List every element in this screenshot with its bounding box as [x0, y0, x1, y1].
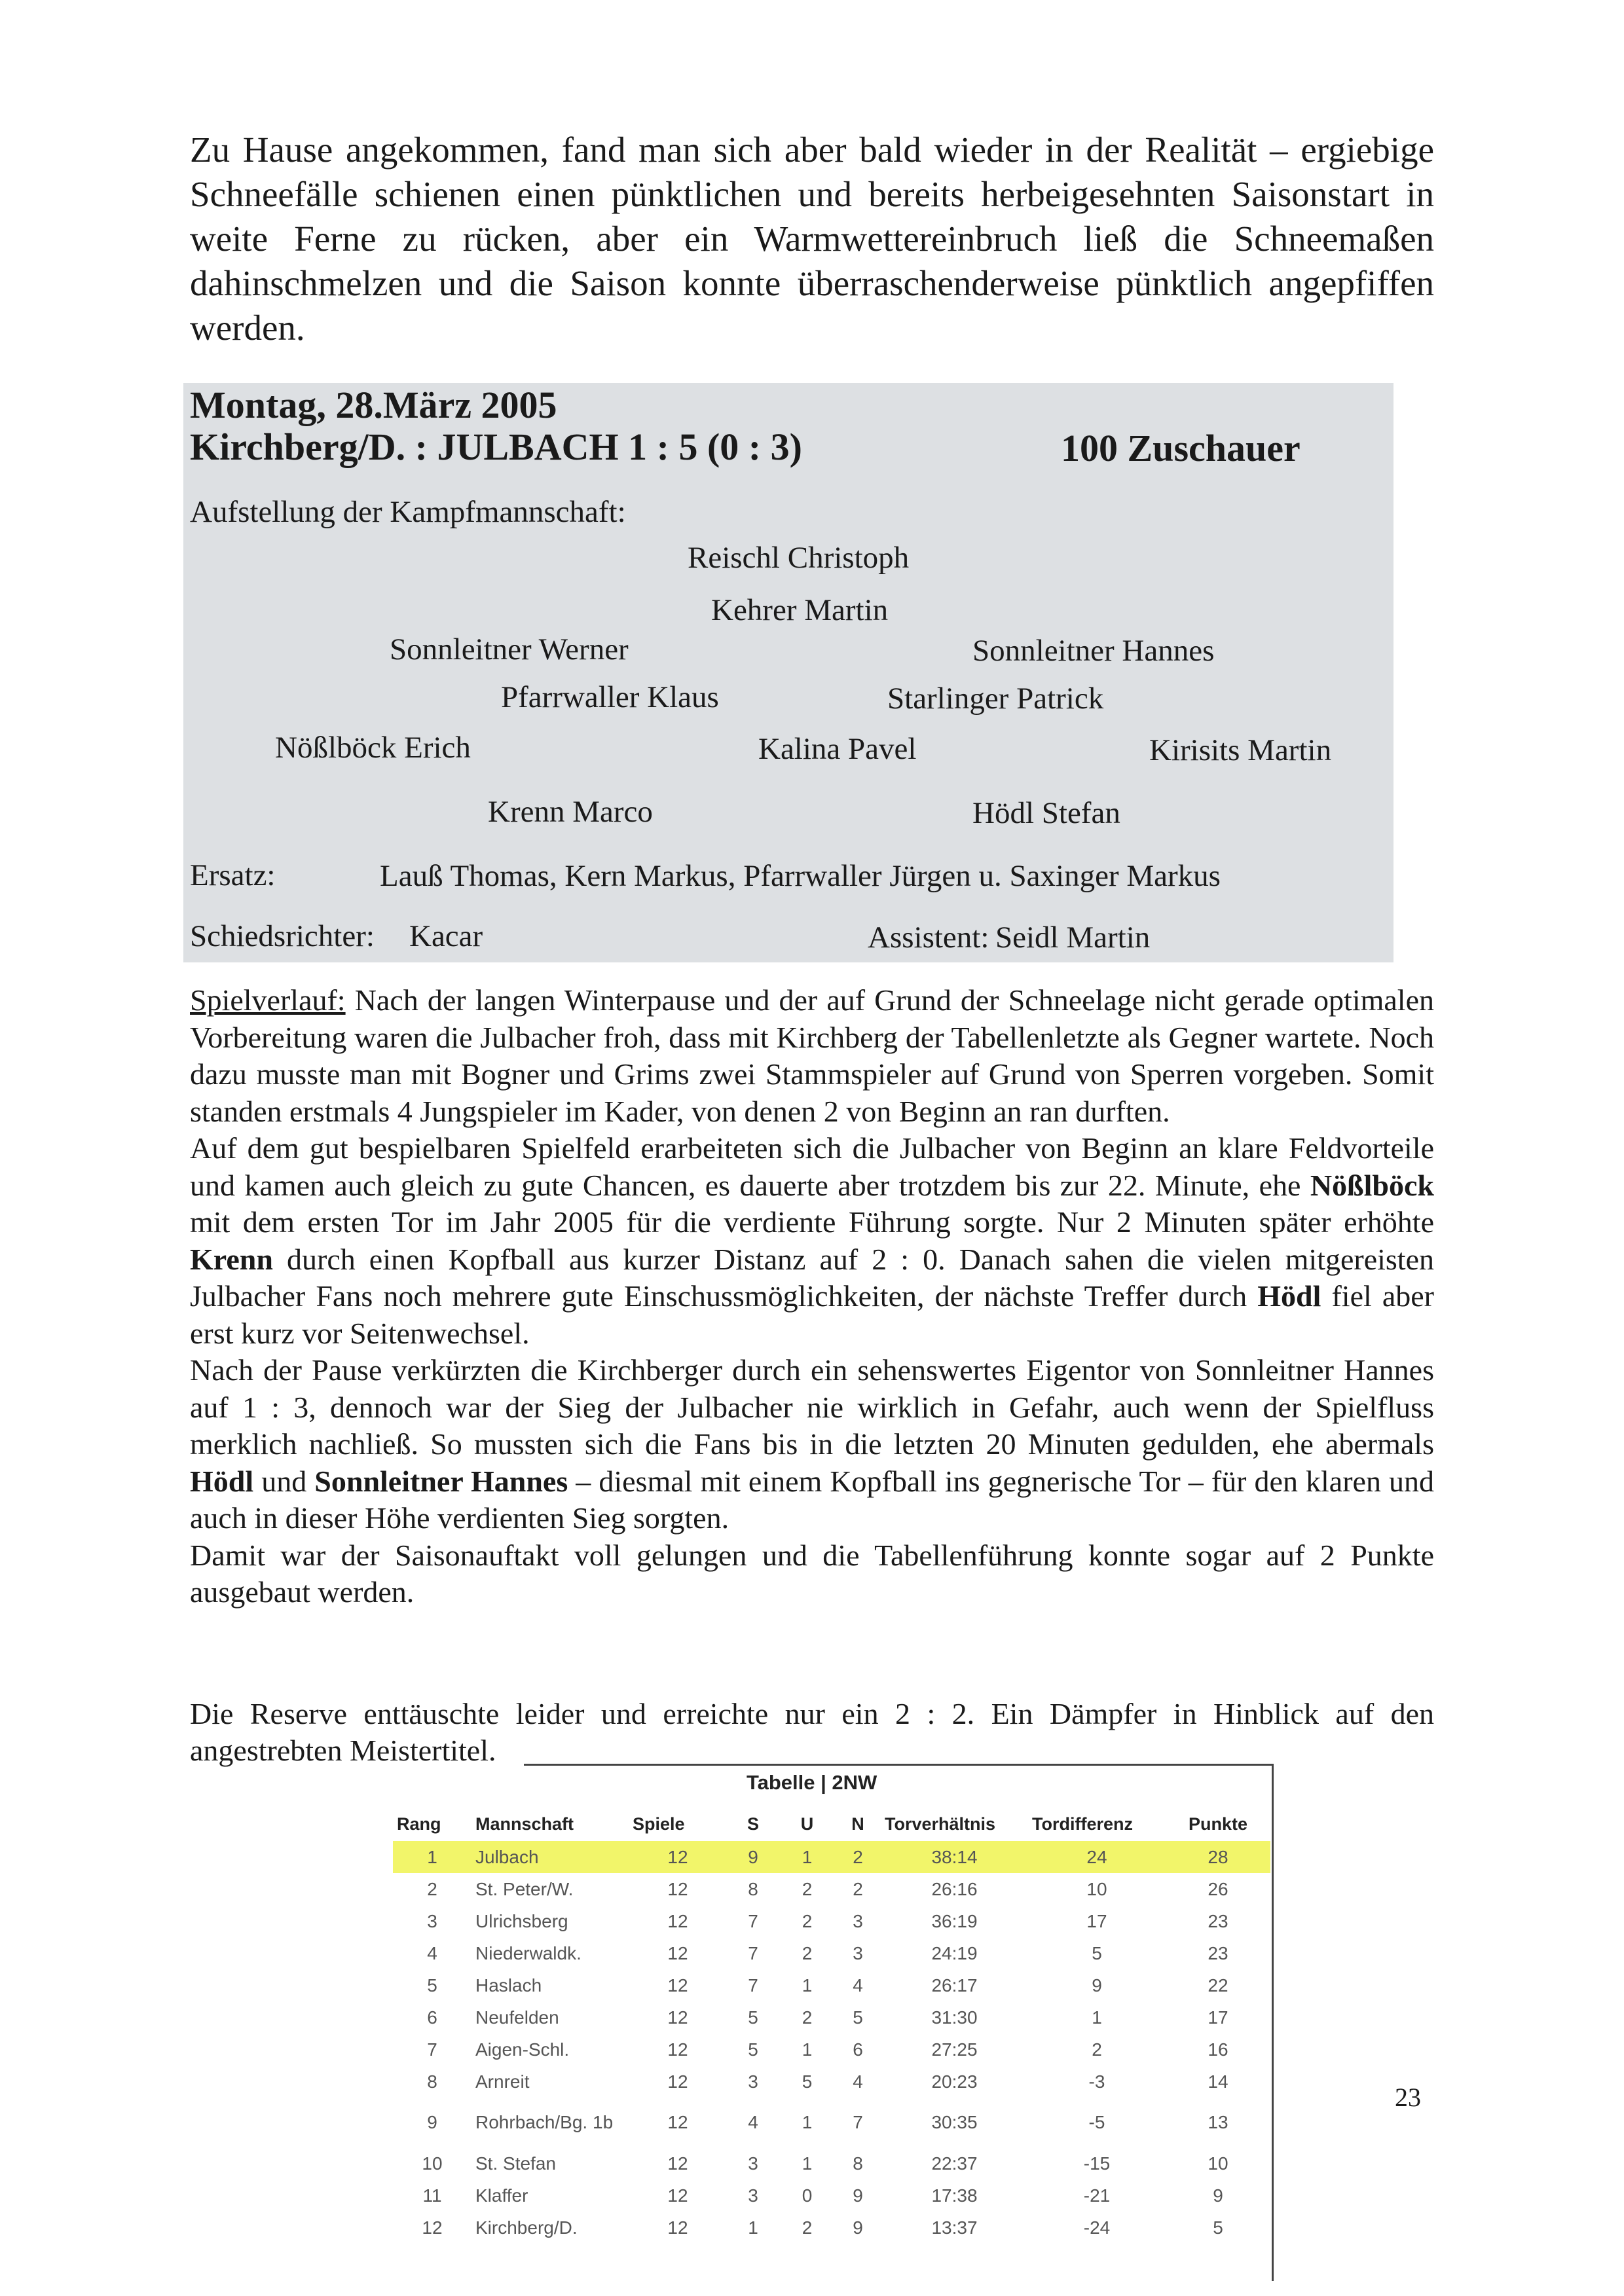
- scorer-name: Sonnleitner Hannes: [314, 1464, 568, 1498]
- player-center: Kalina Pavel: [758, 732, 917, 766]
- cell-draws: 1: [779, 1841, 835, 1873]
- cell-points: 9: [1213, 2185, 1223, 2206]
- cell-points: 23: [1208, 1910, 1228, 1931]
- cell-draws: 2: [802, 1878, 813, 1899]
- cell-team: Ulrichsberg: [475, 1910, 568, 1931]
- player-sweeper: Kehrer Martin: [711, 593, 889, 627]
- cell-draws: 0: [802, 2185, 813, 2206]
- player-defender-right: Sonnleitner Hannes: [972, 634, 1215, 668]
- cell-losses: 7: [853, 2112, 863, 2132]
- cell-wins: 3: [748, 2185, 758, 2206]
- cell-team: Niederwaldk.: [475, 1942, 581, 1963]
- cell-points: 13: [1208, 2112, 1228, 2132]
- player-midfield-left: Pfarrwaller Klaus: [501, 680, 719, 714]
- player-forward-right: Hödl Stefan: [972, 796, 1120, 830]
- cell-goal-ratio: 38:14: [881, 1841, 1028, 1873]
- header-wins: S: [747, 1813, 759, 1834]
- cell-rank: 9: [427, 2112, 437, 2132]
- header-goal-ratio: Torverhältnis: [885, 1813, 996, 1834]
- cell-team: Aigen-Schl.: [475, 2039, 570, 2060]
- cell-goal-difference: -24: [1083, 2217, 1111, 2238]
- cell-points: 10: [1208, 2153, 1228, 2174]
- report-paragraph-1: Spielverlauf: Nach der langen Winterpause und der auf Grund der Schneelage nicht gerade optimalen Vorbereitung waren die Julbacher froh, dass mit Kirchberg der Tabellenletzte als Gegner wartete. Noch dazu musste man mit Bogner und Grims zwei Stammspieler auf Grund von Sperren vorgeben. Somit standen erstmals 4 Jungspieler im Kader, von denen 2 von Beginn an ran durften.: [190, 983, 1434, 1128]
- cell-goal-difference: 5: [1092, 1942, 1102, 1963]
- cell-team: Kirchberg/D.: [475, 2217, 578, 2238]
- cell-draws: 2: [802, 1910, 813, 1931]
- cell-team: Klaffer: [475, 2185, 528, 2206]
- cell-losses: 9: [853, 2217, 863, 2238]
- player-wing-right: Kirisits Martin: [1149, 733, 1332, 767]
- table-header-row: [393, 1807, 1270, 1841]
- cell-goal-difference: -3: [1088, 2071, 1105, 2092]
- player-defender-left: Sonnleitner Werner: [390, 632, 629, 666]
- cell-losses: 2: [835, 1841, 881, 1873]
- table-row: [393, 2001, 1270, 2033]
- table-row: [393, 2066, 1270, 2098]
- cell-rank: 2: [427, 1878, 437, 1899]
- cell-games: 12: [667, 1878, 688, 1899]
- cell-losses: 9: [853, 2185, 863, 2206]
- cell-rank: 6: [427, 2007, 437, 2028]
- cell-games: 12: [667, 2153, 688, 2174]
- cell-draws: 1: [802, 1975, 813, 1995]
- cell-rank: 8: [427, 2071, 437, 2092]
- cell-goal-ratio: 20:23: [931, 2071, 978, 2092]
- cell-team: St. Stefan: [475, 2153, 556, 2174]
- cell-goal-difference: 2: [1092, 2039, 1102, 2060]
- page-number: 23: [1395, 2083, 1421, 2112]
- cell-rank: 11: [422, 2185, 442, 2206]
- cell-rank: 5: [427, 1975, 437, 1995]
- cell-rank: 12: [422, 2217, 443, 2238]
- match-spectators: 100 Zuschauer: [1061, 427, 1301, 469]
- cell-goal-ratio: 13:37: [931, 2217, 978, 2238]
- referee-name: Kacar: [409, 919, 483, 953]
- cell-draws: 1: [802, 2039, 813, 2060]
- cell-losses: 4: [853, 1975, 863, 1995]
- cell-goal-difference: 10: [1086, 1878, 1107, 1899]
- cell-wins: 3: [748, 2071, 758, 2092]
- table-row: [393, 1841, 1270, 1873]
- cell-goal-ratio: 30:35: [931, 2112, 978, 2132]
- cell-draws: 2: [802, 2217, 813, 2238]
- cell-goal-ratio: 26:16: [931, 1878, 978, 1899]
- table-row: [393, 1905, 1270, 1937]
- header-goal-difference: Tordifferenz: [1032, 1813, 1133, 1834]
- assistant-label: Assistent:: [868, 920, 989, 955]
- cell-wins: 7: [748, 1942, 758, 1963]
- cell-losses: 3: [853, 1942, 863, 1963]
- cell-rank: 1: [393, 1841, 471, 1873]
- cell-goal-difference: -21: [1083, 2185, 1111, 2206]
- cell-team: St. Peter/W.: [475, 1878, 574, 1899]
- table-right-rule: [1272, 1764, 1274, 2281]
- cell-wins: 1: [748, 2217, 758, 2238]
- cell-wins: 4: [748, 2112, 758, 2132]
- cell-losses: 2: [853, 1878, 863, 1899]
- cell-points: 23: [1208, 1942, 1228, 1963]
- subs-label: Ersatz:: [190, 858, 276, 892]
- cell-losses: 6: [853, 2039, 863, 2060]
- cell-team: Neufelden: [475, 2007, 559, 2028]
- table-row: [393, 1969, 1270, 2001]
- cell-team: Arnreit: [475, 2071, 530, 2092]
- table-row: [393, 2212, 1270, 2244]
- cell-games: 12: [667, 2039, 688, 2060]
- standings-table: [393, 1807, 1270, 2244]
- cell-games: 12: [667, 2007, 688, 2028]
- cell-goal-difference: -5: [1088, 2112, 1105, 2132]
- cell-goal-difference: 1: [1092, 2007, 1102, 2028]
- cell-draws: 5: [802, 2071, 813, 2092]
- cell-goal-ratio: 31:30: [931, 2007, 978, 2028]
- header-rank: Rang: [397, 1813, 441, 1834]
- player-midfield-right: Starlinger Patrick: [887, 682, 1104, 716]
- cell-rank: 7: [427, 2039, 437, 2060]
- cell-draws: 1: [802, 2153, 813, 2174]
- cell-wins: 8: [748, 1878, 758, 1899]
- cell-losses: 3: [853, 1910, 863, 1931]
- table-row: [393, 1937, 1270, 1969]
- referee-label: Schiedsrichter:: [190, 919, 375, 953]
- cell-games: 12: [667, 1910, 688, 1931]
- match-date: Montag, 28.März 2005: [190, 384, 557, 426]
- header-team: Mannschaft: [475, 1813, 574, 1834]
- cell-goal-difference: 24: [1028, 1841, 1166, 1873]
- report-label: Spielverlauf:: [190, 983, 346, 1017]
- cell-team: Haslach: [475, 1975, 542, 1995]
- header-losses: N: [851, 1813, 864, 1834]
- standings-body: [393, 1841, 1270, 2244]
- intro-paragraph: [190, 128, 1434, 350]
- table-row: [393, 2179, 1270, 2212]
- table-top-rule: [524, 1764, 1274, 1766]
- cell-points: 17: [1208, 2007, 1228, 2028]
- cell-rank: 10: [422, 2153, 443, 2174]
- cell-goal-ratio: 27:25: [931, 2039, 978, 2060]
- scorer-name: Krenn: [190, 1242, 273, 1276]
- player-forward-left: Krenn Marco: [488, 795, 653, 829]
- cell-wins: 5: [748, 2039, 758, 2060]
- table-row: [393, 1873, 1270, 1905]
- cell-points: 5: [1213, 2217, 1223, 2238]
- cell-goal-ratio: 36:19: [931, 1910, 978, 1931]
- cell-goal-difference: 17: [1086, 1910, 1107, 1931]
- cell-rank: 4: [427, 1942, 437, 1963]
- table-row: [393, 2033, 1270, 2066]
- cell-wins: 9: [727, 1841, 779, 1873]
- cell-draws: 2: [802, 2007, 813, 2028]
- header-games: Spiele: [633, 1813, 685, 1834]
- cell-team: Julbach: [471, 1841, 629, 1873]
- cell-games: 12: [667, 2112, 688, 2132]
- cell-losses: 4: [853, 2071, 863, 2092]
- cell-draws: 2: [802, 1942, 813, 1963]
- standings-title: Tabelle | 2NW: [747, 1771, 877, 1794]
- cell-losses: 8: [853, 2153, 863, 2174]
- header-points: Punkte: [1188, 1813, 1248, 1834]
- reserve-paragraph: [190, 1696, 1434, 1769]
- assistant-name: Seidl Martin: [995, 920, 1151, 955]
- cell-goal-ratio: 24:19: [931, 1942, 978, 1963]
- cell-goal-difference: 9: [1092, 1975, 1102, 1995]
- scorer-name: Hödl: [1257, 1279, 1321, 1313]
- match-info-box: [183, 383, 1393, 962]
- cell-rank: 3: [427, 1910, 437, 1931]
- cell-goal-difference: -15: [1083, 2153, 1111, 2174]
- cell-wins: 5: [748, 2007, 758, 2028]
- cell-goal-ratio: 22:37: [931, 2153, 978, 2174]
- scorer-name: Nößlböck: [1310, 1168, 1434, 1202]
- cell-games: 12: [667, 2217, 688, 2238]
- cell-games: 12: [667, 2185, 688, 2206]
- cell-points: 26: [1208, 1878, 1228, 1899]
- report-paragraph-2: Auf dem gut bespielbaren Spielfeld erarbeiteten sich die Julbacher von Beginn an klare Feldvorteile und kamen auch gleich zu gute Chancen, es dauerte aber trotzdem bis zur 22. Minute, ehe Nößlböck mit dem ersten Tor im Jahr 2005 für die verdiente Führung sorgte. Nur 2 Minuten später erhöhte Krenn durch einen Kopfball aus kurzer Distanz auf 2 : 0. Danach sahen die vielen mitgereisten Julbacher Fans noch mehrere gute Einschussmöglichkeiten, der nächste Treffer durch Hödl fiel aber erst kurz vor Seitenwechsel.: [190, 1131, 1435, 1350]
- intro-text: Zu Hause angekommen, fand man sich aber bald wieder in der Realität – ergiebige Schneefälle schienen einen pünktlichen und bereits herbeigesehnten Saisonstart in weite Ferne zu rücken, aber ein Warmwettereinbruch ließ die Schneemaßen dahinschmelzen und die Saison konnte überraschenderweise pünktlich angepfiffen werden.: [190, 130, 1434, 348]
- cell-games: 12: [667, 2071, 688, 2092]
- cell-points: 28: [1166, 1841, 1270, 1873]
- subs-list: Lauß Thomas, Kern Markus, Pfarrwaller Jürgen u. Saxinger Markus: [380, 859, 1221, 893]
- report-paragraph-4: Damit war der Saisonauftakt voll gelungen und die Tabellenführung konnte sogar auf 2 Punkte ausgebaut werden.: [190, 1538, 1434, 1609]
- player-wing-left: Nößlböck Erich: [275, 731, 471, 765]
- match-result: Kirchberg/D. : JULBACH 1 : 5 (0 : 3): [190, 426, 802, 468]
- header-draws: U: [800, 1813, 814, 1834]
- cell-draws: 1: [802, 2112, 813, 2132]
- cell-wins: 7: [748, 1910, 758, 1931]
- report-paragraph-3: Nach der Pause verkürzten die Kirchberger durch ein sehenswertes Eigentor von Sonnleitner Hannes auf 1 : 3, dennoch war der Sieg der Julbacher nie wirklich in Gefahr, auch wenn der Spielfluss merklich nachließ. So mussten sich die Fans bis in die letzten 20 Minuten gedulden, ehe abermals Hödl und Sonnleitner Hannes – diesmal mit einem Kopfball ins gegnerische Tor – für den klaren und auch in dieser Höhe verdienten Sieg sorgten.: [190, 1353, 1434, 1535]
- scorer-name: Hödl: [190, 1464, 254, 1498]
- cell-wins: 3: [748, 2153, 758, 2174]
- cell-goal-ratio: 26:17: [931, 1975, 978, 1995]
- cell-games: 12: [667, 1975, 688, 1995]
- lineup-label: Aufstellung der Kampfmannschaft:: [190, 495, 626, 529]
- cell-points: 14: [1208, 2071, 1228, 2092]
- cell-team: Rohrbach/Bg. 1b: [475, 2112, 614, 2132]
- cell-games: 12: [667, 1942, 688, 1963]
- player-goalkeeper: Reischl Christoph: [688, 541, 910, 575]
- cell-goal-ratio: 17:38: [931, 2185, 978, 2206]
- match-report: [190, 982, 1434, 1611]
- cell-points: 16: [1208, 2039, 1228, 2060]
- reserve-text: Die Reserve enttäuschte leider und erreichte nur ein 2 : 2. Ein Dämpfer in Hinblick auf den angestrebten Meistertitel.: [190, 1697, 1434, 1767]
- cell-points: 22: [1208, 1975, 1228, 1995]
- cell-losses: 5: [853, 2007, 863, 2028]
- cell-wins: 7: [748, 1975, 758, 1995]
- table-row: [393, 2147, 1270, 2179]
- table-row: [393, 2098, 1270, 2147]
- cell-games: 12: [629, 1841, 727, 1873]
